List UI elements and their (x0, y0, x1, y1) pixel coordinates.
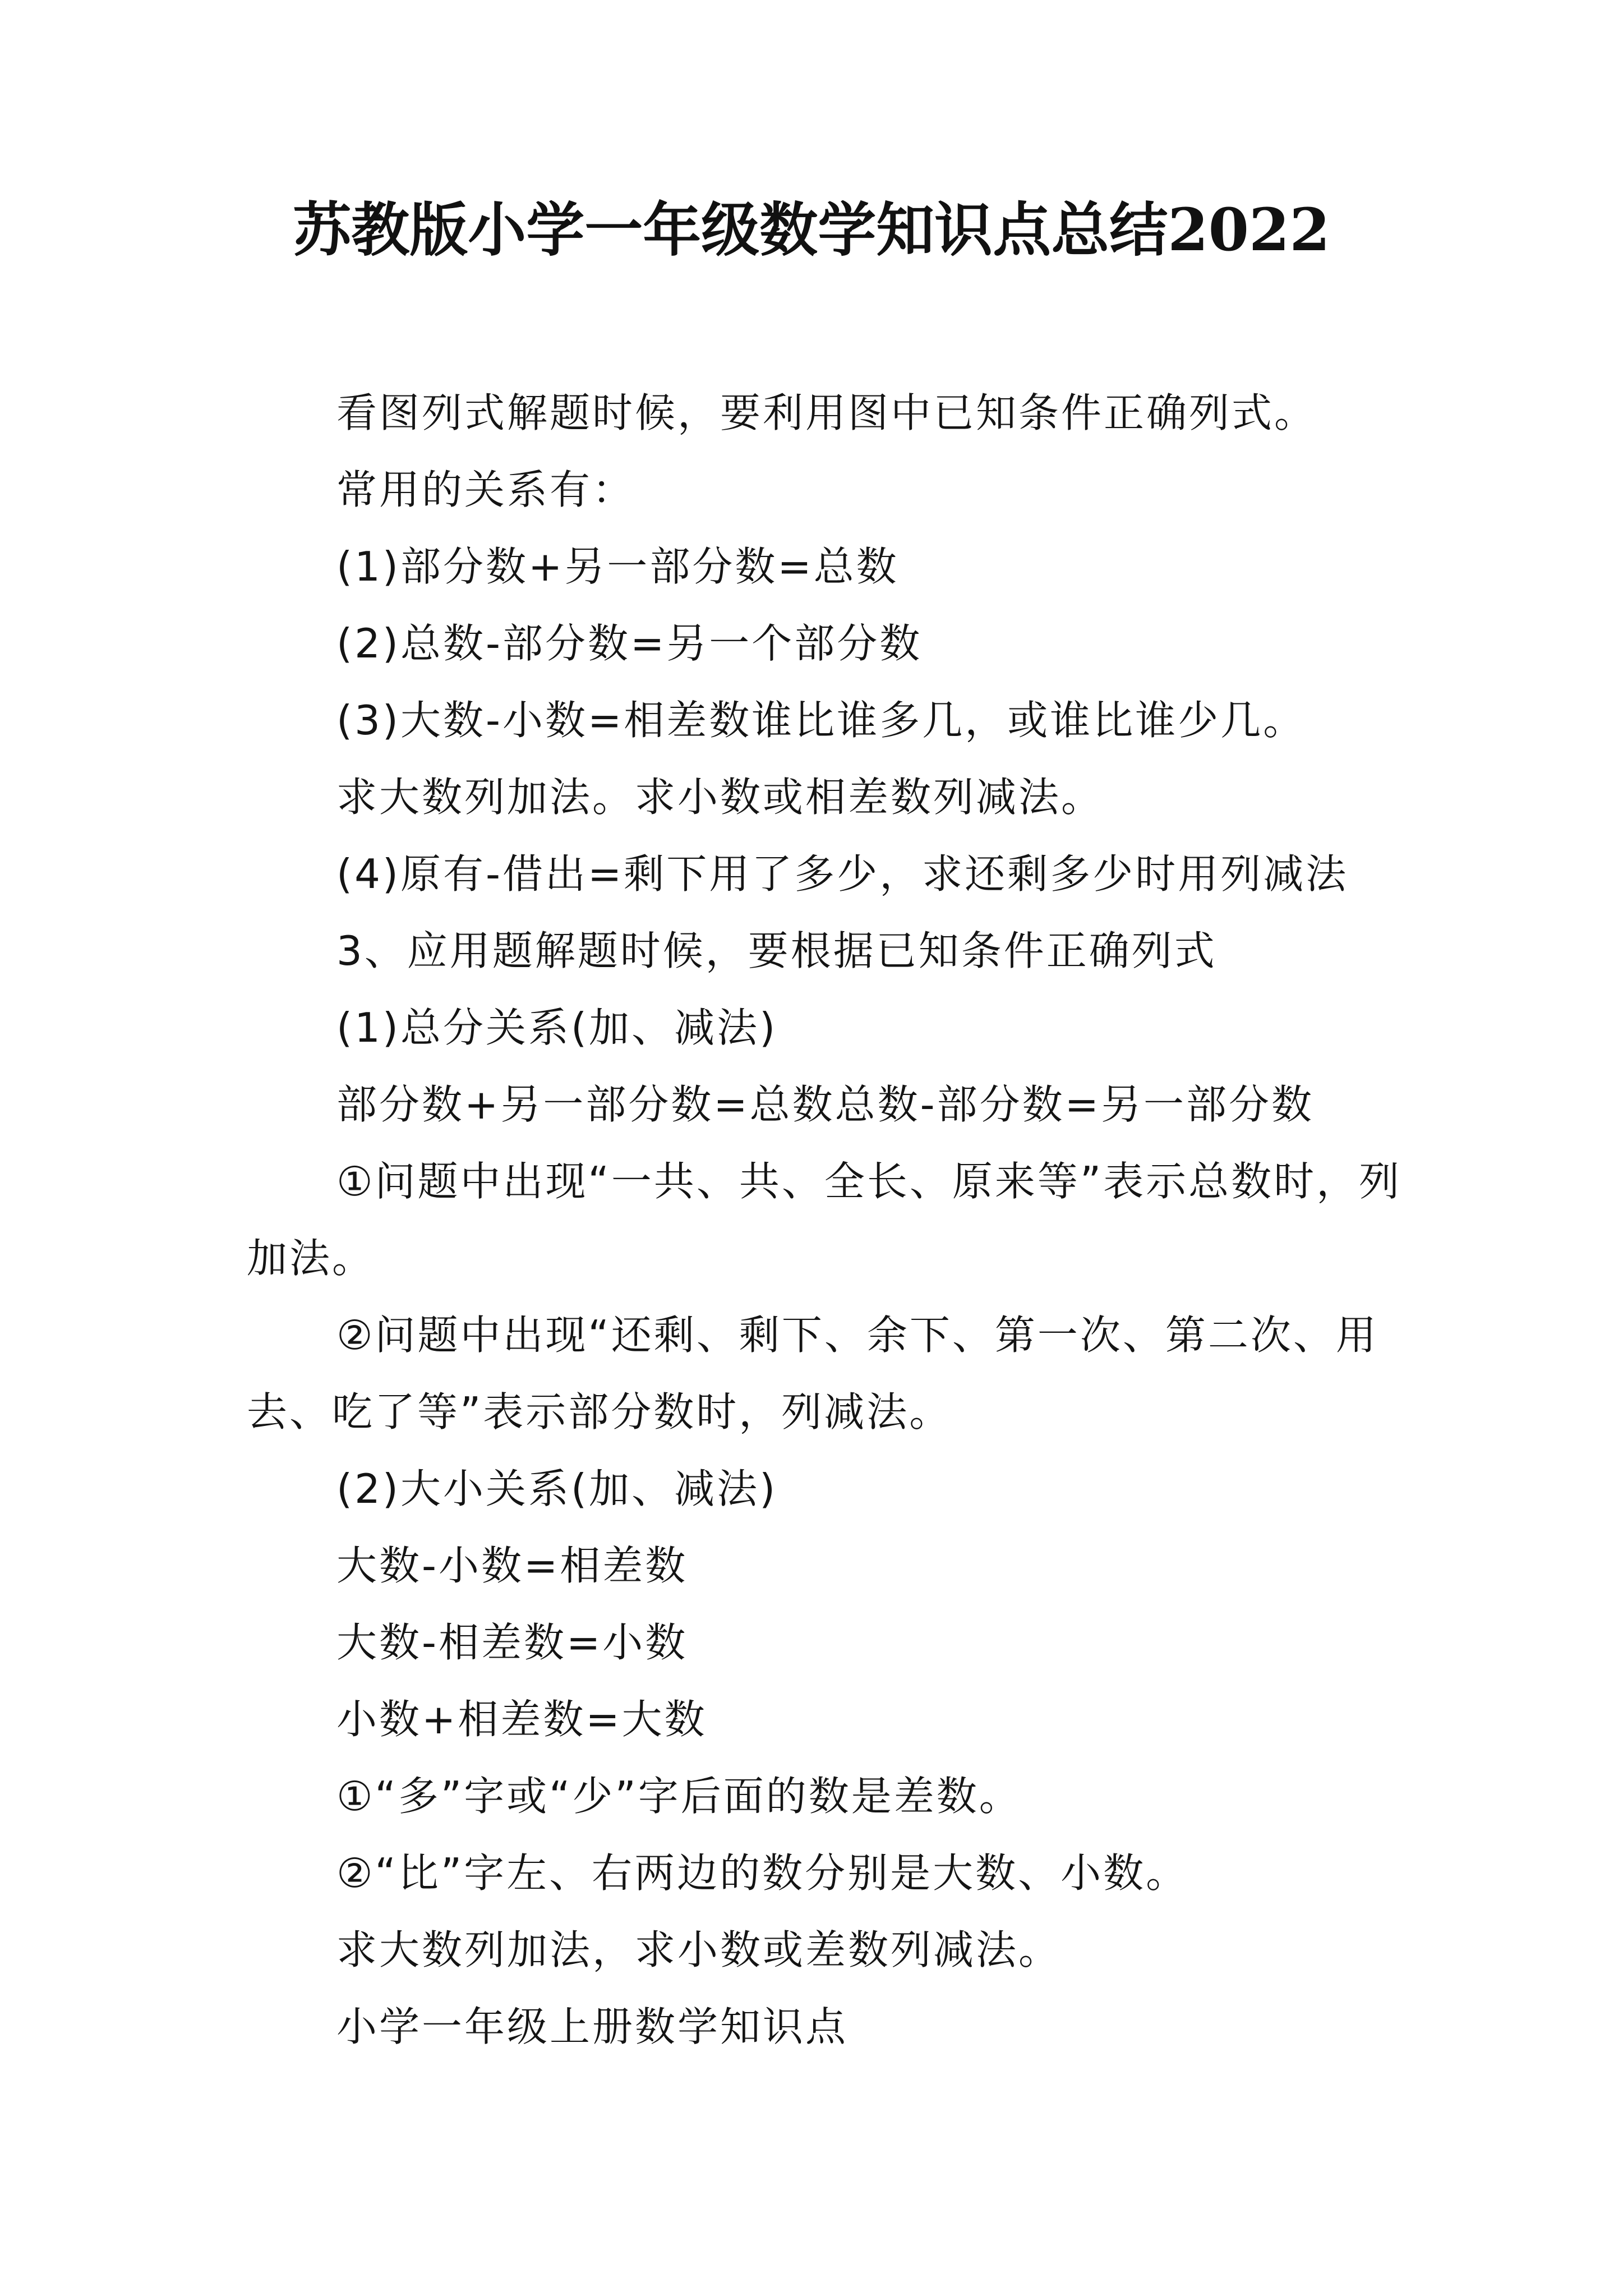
paragraph: 常用的关系有： (336, 466, 635, 513)
paragraph: (2)大小关系(加、减法) (336, 1465, 778, 1512)
paragraph: 小学一年级上册数学知识点 (336, 2003, 849, 2050)
document-body (247, 375, 1402, 2065)
paragraph: 3、应用题解题时候，要根据已知条件正确列式 (336, 927, 1217, 974)
document-title: 苏教版小学一年级数学知识点总结2022 (293, 195, 1330, 264)
paragraph: 部分数+另一部分数=总数总数-部分数=另一部分数 (336, 1081, 1314, 1128)
paragraph: 小数+相差数=大数 (336, 1696, 707, 1743)
paragraph: ①问题中出现“一共、共、全长、原来等”表示总数时，列加法。 (247, 1158, 1402, 1282)
paragraph: (4)原有-借出=剩下用了多少，求还剩多少时用列减法 (336, 850, 1349, 898)
paragraph: (1)部分数+另一部分数=总数 (336, 543, 899, 590)
paragraph: ②“比”字左、右两边的数分别是大数、小数。 (336, 1849, 1189, 1897)
paragraph: 大数-小数=相差数 (336, 1542, 688, 1589)
paragraph: ②问题中出现“还剩、剩下、余下、第一次、第二次、用去、吃了等”表示部分数时，列减法。 (247, 1312, 1378, 1435)
paragraph: 求大数列加法。求小数或相差数列减法。 (336, 774, 1104, 821)
paragraph: (3)大数-小数=相差数谁比谁多几，或谁比谁少几。 (336, 697, 1306, 744)
paragraph: 大数-相差数=小数 (336, 1619, 688, 1666)
paragraph: (1)总分关系(加、减法) (336, 1004, 778, 1051)
paragraph: (2)总数-部分数=另一个部分数 (336, 620, 923, 667)
paragraph: ①“多”字或“少”字后面的数是差数。 (336, 1773, 1022, 1820)
paragraph: 看图列式解题时候，要利用图中已知条件正确列式。 (336, 389, 1317, 436)
paragraph: 求大数列加法，求小数或差数列减法。 (336, 1926, 1062, 1973)
